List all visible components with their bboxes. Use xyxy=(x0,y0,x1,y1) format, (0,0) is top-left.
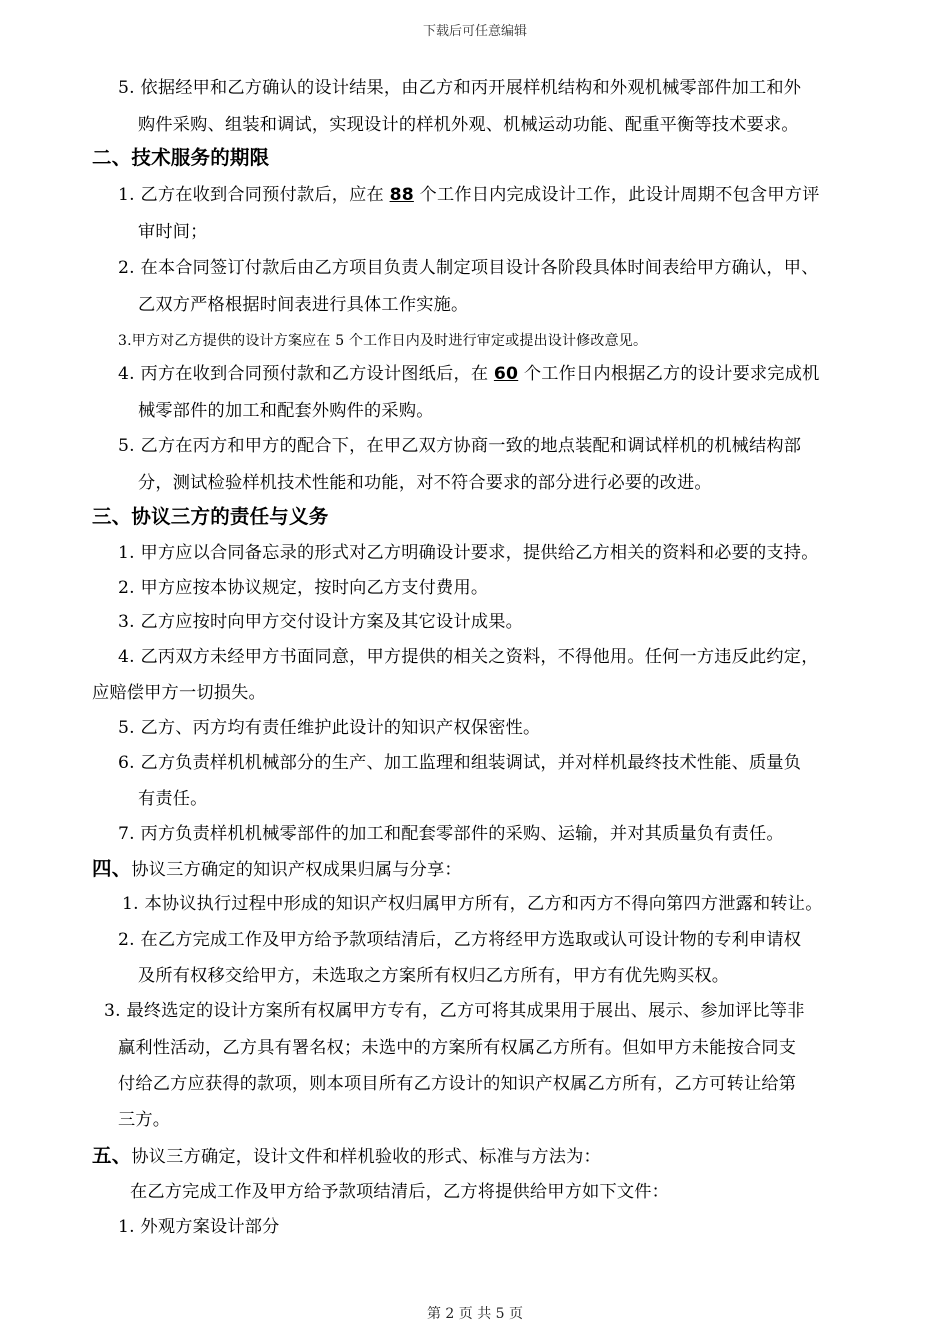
s2-item1-line1 xyxy=(118,184,819,206)
s4-item3-line4: 三方。 xyxy=(118,1110,171,1130)
s2-item2-line2: 乙双方严格根据时间表进行具体工作实施。 xyxy=(138,295,469,315)
s3-item3: 3. 乙方应按时向甲方交付设计方案及其它设计成果。 xyxy=(118,612,523,632)
s2-item5-line1: 5. 乙方在丙方和甲方的配合下，在甲乙双方协商一致的地点装配和调试样机的机械结构部 xyxy=(118,436,802,456)
page-footer: 第 2 页 共 5 页 xyxy=(426,1306,524,1322)
s3-item4-line1: 4. 乙丙双方未经甲方书面同意，甲方提供的相关之资料，不得他用。任何一方违反此约定， xyxy=(118,647,819,667)
s2-item5-line2: 分，测试检验样机技术性能和功能，对不符合要求的部分进行必要的改进。 xyxy=(138,473,712,493)
s4-item3-line1: 3. 最终选定的设计方案所有权属甲方专有，乙方可将其成果用于展出、展示、参加评比等非 xyxy=(104,1001,805,1021)
s3-item4-line2: 应赔偿甲方一切损失。 xyxy=(92,683,266,703)
s4-item2-line2: 及所有权移交给甲方，未选取之方案所有权归乙方所有，甲方有优先购买权。 xyxy=(138,966,730,986)
s4-item3-line3: 付给乙方应获得的款项，则本项目所有乙方设计的知识产权属乙方所有，乙方可转让给第 xyxy=(118,1074,797,1094)
s3-item5: 5. 乙方、丙方均有责任维护此设计的知识产权保密性。 xyxy=(118,718,541,738)
s3-item2: 2. 甲方应按本协议规定，按时向乙方支付费用。 xyxy=(118,578,489,598)
s2-item2-line1: 2. 在本合同签订付款后由乙方项目负责人制定项目设计各阶段具体时间表给甲方确认，甲、 xyxy=(118,258,819,278)
section4-heading-text: 协议三方确定的知识产权成果归属与分享： xyxy=(131,860,462,880)
s2-item1-post: 个工作日内完成设计工作，此设计周期不包含甲方评 xyxy=(413,185,820,205)
section4-heading xyxy=(92,858,462,881)
section5-heading xyxy=(92,1145,601,1168)
s5-item1: 1. 外观方案设计部分 xyxy=(118,1217,280,1237)
s2-item1-line2: 审时间； xyxy=(138,222,208,242)
section3-heading: 三、协议三方的责任与义务 xyxy=(92,505,329,528)
s3-item7: 7. 丙方负责样机机械零部件的加工和配套零部件的采购、运输，并对其质量负有责任。 xyxy=(118,824,784,844)
s3-item6-line2: 有责任。 xyxy=(138,789,208,809)
s2-item3: 3.甲方对乙方提供的设计方案应在 5 个工作日内及时进行审定或提出设计修改意见。 xyxy=(118,333,648,349)
s3-item6-line1: 6. 乙方负责样机机械部分的生产、加工监理和组装调试，并对样机最终技术性能、质量负 xyxy=(118,753,802,773)
s4-item1: 1. 本协议执行过程中形成的知识产权归属甲方所有，乙方和丙方不得向第四方泄露和转让。 xyxy=(122,894,823,914)
s5-intro: 在乙方完成工作及甲方给予款项结清后，乙方将提供给甲方如下文件： xyxy=(130,1182,670,1202)
s2-item4-pre: 4. 丙方在收到合同预付款和乙方设计图纸后，在 xyxy=(118,364,494,384)
section5-heading-num: 五、 xyxy=(92,1144,132,1167)
page-header: 下载后可任意编辑 xyxy=(422,24,527,39)
s4-item3-line2: 赢利性活动，乙方具有署名权；未选中的方案所有权属乙方所有。但如甲方未能按合同支 xyxy=(118,1038,797,1058)
s2-item4-line2: 械零部件的加工和配套外购件的采购。 xyxy=(138,401,434,421)
s2-item1-pre: 1. 乙方在收到合同预付款后，应在 xyxy=(118,185,390,205)
s2-item4-post: 个工作日内根据乙方的设计要求完成机 xyxy=(518,364,820,384)
s2-item4-days: 60 xyxy=(493,364,519,384)
section4-heading-num: 四、 xyxy=(92,857,132,880)
s4-item2-line1: 2. 在乙方完成工作及甲方给予款项结清后，乙方将经甲方选取或认可设计物的专利申请权 xyxy=(118,930,802,950)
s1-item5-line2: 购件采购、组装和调试，实现设计的样机外观、机械运动功能、配重平衡等技术要求。 xyxy=(138,115,799,135)
s1-item5-line1: 5. 依据经甲和乙方确认的设计结果，由乙方和丙开展样机结构和外观机械零部件加工和外 xyxy=(118,78,802,98)
section2-heading: 二、技术服务的期限 xyxy=(92,146,270,169)
s3-item1: 1. 甲方应以合同备忘录的形式对乙方明确设计要求，提供给乙方相关的资料和必要的支持。 xyxy=(118,543,819,563)
section5-heading-text: 协议三方确定，设计文件和样机验收的形式、标准与方法为： xyxy=(131,1147,601,1167)
s2-item1-days: 88 xyxy=(389,185,414,205)
s2-item4-line1 xyxy=(118,363,819,385)
